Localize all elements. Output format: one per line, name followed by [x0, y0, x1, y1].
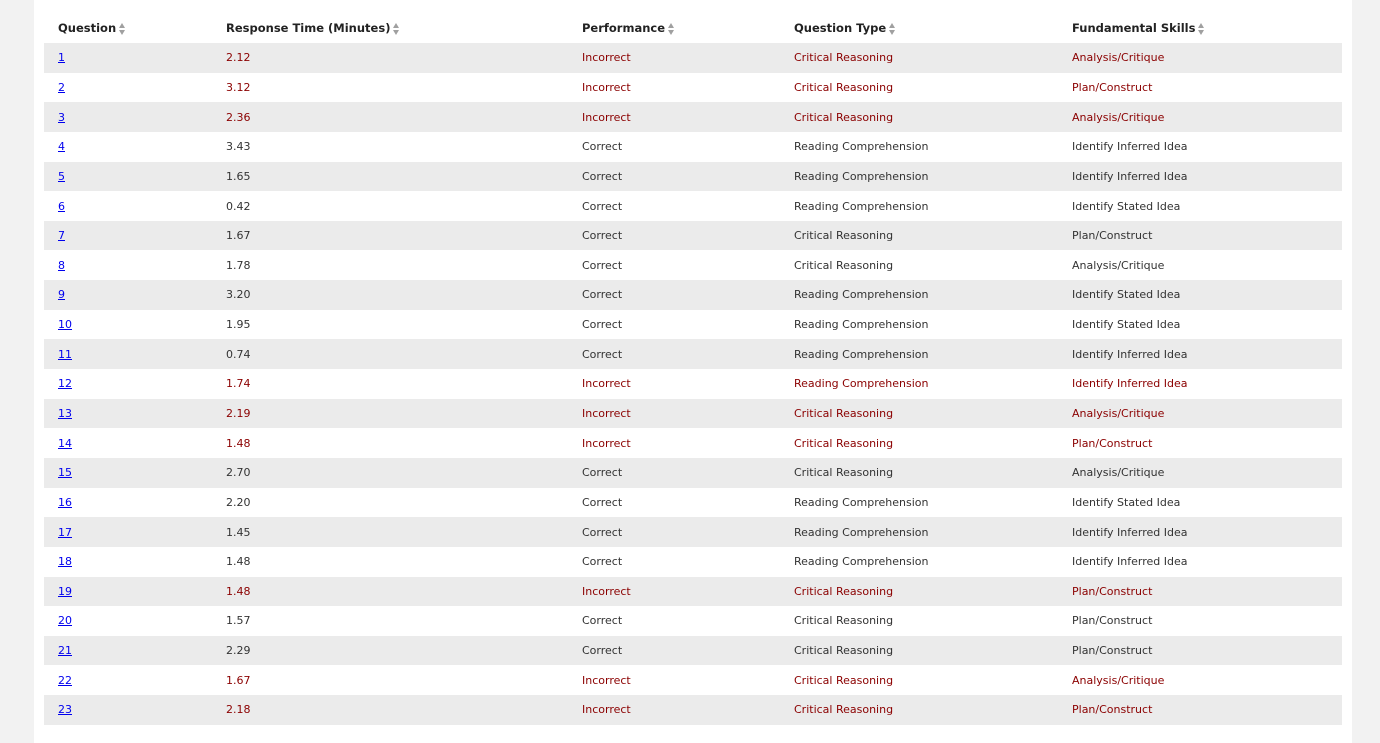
- table-row: [44, 458, 1342, 488]
- response-time-cell: 2.20: [212, 488, 568, 518]
- fundamental-skill-cell: Identify Stated Idea: [1058, 310, 1342, 340]
- question-link[interactable]: 23: [58, 703, 72, 717]
- performance-cell: Incorrect: [568, 43, 780, 73]
- table-row: [44, 102, 1342, 132]
- table-row: [44, 547, 1342, 577]
- fundamental-skill-cell: Plan/Construct: [1058, 606, 1342, 636]
- question-type-cell: Critical Reasoning: [780, 577, 1058, 607]
- question-cell: [44, 547, 212, 577]
- fundamental-skill-cell: Identify Inferred Idea: [1058, 517, 1342, 547]
- response-time-cell: 1.45: [212, 517, 568, 547]
- response-time-cell: 1.67: [212, 665, 568, 695]
- performance-cell: Incorrect: [568, 695, 780, 725]
- question-type-cell: Critical Reasoning: [780, 102, 1058, 132]
- question-cell: [44, 458, 212, 488]
- question-cell: [44, 577, 212, 607]
- performance-cell: Incorrect: [568, 73, 780, 103]
- question-link[interactable]: 8: [58, 258, 65, 272]
- performance-cell: Correct: [568, 162, 780, 192]
- question-cell: [44, 102, 212, 132]
- fundamental-skill-cell: Analysis/Critique: [1058, 665, 1342, 695]
- question-cell: [44, 43, 212, 73]
- response-time-cell: 0.42: [212, 191, 568, 221]
- table-row: [44, 73, 1342, 103]
- question-cell: [44, 310, 212, 340]
- response-time-cell: 1.74: [212, 369, 568, 399]
- table-row: [44, 488, 1342, 518]
- table-row: [44, 606, 1342, 636]
- question-link[interactable]: 19: [58, 584, 72, 598]
- response-time-cell: 1.48: [212, 577, 568, 607]
- question-link[interactable]: 7: [58, 229, 65, 243]
- question-cell: [44, 488, 212, 518]
- response-time-cell: 1.67: [212, 221, 568, 251]
- table-body: [44, 43, 1342, 725]
- response-time-cell: 3.43: [212, 132, 568, 162]
- question-type-cell: Reading Comprehension: [780, 310, 1058, 340]
- question-link[interactable]: 20: [58, 614, 72, 628]
- column-header-response-time[interactable]: [212, 13, 568, 43]
- question-cell: [44, 250, 212, 280]
- column-header-label: Performance: [582, 21, 666, 35]
- response-time-cell: 1.95: [212, 310, 568, 340]
- question-results-table: [44, 13, 1342, 725]
- question-link[interactable]: 16: [58, 495, 72, 509]
- fundamental-skill-cell: Analysis/Critique: [1058, 43, 1342, 73]
- column-header-question-type[interactable]: [780, 13, 1058, 43]
- question-type-cell: Critical Reasoning: [780, 665, 1058, 695]
- question-type-cell: Reading Comprehension: [780, 132, 1058, 162]
- response-time-cell: 1.78: [212, 250, 568, 280]
- question-type-cell: Critical Reasoning: [780, 399, 1058, 429]
- table-row: [44, 369, 1342, 399]
- question-link[interactable]: 21: [58, 644, 72, 658]
- performance-cell: Correct: [568, 606, 780, 636]
- response-time-cell: 2.29: [212, 636, 568, 666]
- table-row: [44, 310, 1342, 340]
- response-time-cell: 1.57: [212, 606, 568, 636]
- column-header-question[interactable]: [44, 13, 212, 43]
- question-link[interactable]: 3: [58, 110, 65, 124]
- question-type-cell: Reading Comprehension: [780, 369, 1058, 399]
- question-cell: [44, 162, 212, 192]
- question-link[interactable]: 14: [58, 436, 72, 450]
- question-link[interactable]: 5: [58, 169, 65, 183]
- table-row: [44, 636, 1342, 666]
- question-link[interactable]: 11: [58, 347, 72, 361]
- fundamental-skill-cell: Identify Inferred Idea: [1058, 132, 1342, 162]
- question-type-cell: Critical Reasoning: [780, 458, 1058, 488]
- question-link[interactable]: 1: [58, 51, 65, 65]
- question-link[interactable]: 13: [58, 407, 72, 420]
- question-type-cell: Reading Comprehension: [780, 339, 1058, 369]
- response-time-cell: 3.20: [212, 280, 568, 310]
- question-link[interactable]: 10: [58, 318, 72, 332]
- response-time-cell: 2.18: [212, 695, 568, 725]
- question-type-cell: Reading Comprehension: [780, 191, 1058, 221]
- question-cell: [44, 132, 212, 162]
- table-row: [44, 339, 1342, 369]
- response-time-cell: 2.36: [212, 102, 568, 132]
- question-cell: [44, 399, 212, 429]
- question-cell: [44, 695, 212, 725]
- response-time-cell: 1.65: [212, 162, 568, 192]
- question-link[interactable]: 12: [58, 377, 72, 391]
- question-type-cell: Reading Comprehension: [780, 162, 1058, 192]
- table-header-row: [44, 13, 1342, 43]
- question-cell: [44, 221, 212, 251]
- fundamental-skill-cell: Identify Inferred Idea: [1058, 162, 1342, 192]
- question-type-cell: Reading Comprehension: [780, 280, 1058, 310]
- question-cell: [44, 369, 212, 399]
- question-cell: [44, 191, 212, 221]
- response-time-cell: 1.48: [212, 547, 568, 577]
- table-row: [44, 43, 1342, 73]
- question-type-cell: Critical Reasoning: [780, 43, 1058, 73]
- column-header-fundamental-skills[interactable]: [1058, 13, 1342, 43]
- response-time-cell: 2.12: [212, 43, 568, 73]
- question-type-cell: Critical Reasoning: [780, 695, 1058, 725]
- question-type-cell: Critical Reasoning: [780, 250, 1058, 280]
- table-row: [44, 399, 1342, 429]
- sort-icon[interactable]: [889, 23, 895, 35]
- question-link[interactable]: 17: [58, 525, 72, 539]
- table-row: [44, 517, 1342, 547]
- fundamental-skill-cell: Plan/Construct: [1058, 577, 1342, 607]
- fundamental-skill-cell: Plan/Construct: [1058, 636, 1342, 666]
- question-cell: [44, 517, 212, 547]
- question-link[interactable]: 22: [58, 673, 72, 687]
- table-row: [44, 280, 1342, 310]
- question-link[interactable]: 6: [58, 199, 65, 213]
- question-link[interactable]: 18: [58, 555, 72, 569]
- table-row: [44, 162, 1342, 192]
- question-type-cell: Reading Comprehension: [780, 547, 1058, 577]
- fundamental-skill-cell: Plan/Construct: [1058, 221, 1342, 251]
- performance-cell: Correct: [568, 547, 780, 577]
- question-cell: [44, 280, 212, 310]
- performance-cell: Incorrect: [568, 428, 780, 458]
- fundamental-skill-cell: Plan/Construct: [1058, 428, 1342, 458]
- table-row: [44, 191, 1342, 221]
- question-type-cell: Critical Reasoning: [780, 606, 1058, 636]
- performance-cell: Correct: [568, 339, 780, 369]
- performance-cell: Correct: [568, 488, 780, 518]
- fundamental-skill-cell: Identify Stated Idea: [1058, 280, 1342, 310]
- question-type-cell: Reading Comprehension: [780, 517, 1058, 547]
- question-cell: [44, 339, 212, 369]
- fundamental-skill-cell: Identify Stated Idea: [1058, 191, 1342, 221]
- fundamental-skill-cell: Analysis/Critique: [1058, 458, 1342, 488]
- table-row: [44, 132, 1342, 162]
- sort-icon[interactable]: [393, 23, 399, 35]
- performance-cell: Correct: [568, 310, 780, 340]
- question-cell: [44, 428, 212, 458]
- fundamental-skill-cell: Plan/Construct: [1058, 695, 1342, 725]
- response-time-cell: 0.74: [212, 339, 568, 369]
- results-panel: [34, 0, 1352, 743]
- response-time-cell: 2.70: [212, 458, 568, 488]
- performance-cell: Correct: [568, 132, 780, 162]
- performance-cell: Incorrect: [568, 399, 780, 429]
- table-row: [44, 428, 1342, 458]
- column-header-label: Fundamental Skills: [1072, 21, 1196, 35]
- performance-cell: Incorrect: [568, 577, 780, 607]
- question-cell: [44, 665, 212, 695]
- table-row: [44, 250, 1342, 280]
- fundamental-skill-cell: Plan/Construct: [1058, 73, 1342, 103]
- question-type-cell: Critical Reasoning: [780, 428, 1058, 458]
- question-type-cell: Critical Reasoning: [780, 636, 1058, 666]
- table-row: [44, 221, 1342, 251]
- question-type-cell: Critical Reasoning: [780, 73, 1058, 103]
- response-time-cell: 3.12: [212, 73, 568, 103]
- table-row: [44, 695, 1342, 725]
- performance-cell: Correct: [568, 221, 780, 251]
- question-link[interactable]: 2: [58, 80, 65, 94]
- question-cell: [44, 606, 212, 636]
- question-link[interactable]: 9: [58, 288, 65, 302]
- table-row: [44, 665, 1342, 695]
- performance-cell: Correct: [568, 250, 780, 280]
- performance-cell: Incorrect: [568, 369, 780, 399]
- sort-icon[interactable]: [668, 23, 674, 35]
- performance-cell: Correct: [568, 191, 780, 221]
- performance-cell: Incorrect: [568, 665, 780, 695]
- fundamental-skill-cell: Identify Inferred Idea: [1058, 547, 1342, 577]
- performance-cell: Incorrect: [568, 102, 780, 132]
- column-header-label: Response Time (Minutes): [226, 21, 391, 35]
- sort-icon[interactable]: [1198, 23, 1204, 35]
- fundamental-skill-cell: Identify Inferred Idea: [1058, 339, 1342, 369]
- performance-cell: Correct: [568, 458, 780, 488]
- performance-cell: Correct: [568, 636, 780, 666]
- performance-cell: Correct: [568, 517, 780, 547]
- question-link[interactable]: 15: [58, 466, 72, 480]
- fundamental-skill-cell: Analysis/Critique: [1058, 250, 1342, 280]
- fundamental-skill-cell: Analysis/Critique: [1058, 102, 1342, 132]
- fundamental-skill-cell: Identify Inferred Idea: [1058, 369, 1342, 399]
- column-header-label: Question: [58, 21, 117, 35]
- question-type-cell: Critical Reasoning: [780, 221, 1058, 251]
- column-header-label: Question Type: [794, 21, 887, 35]
- response-time-cell: 1.48: [212, 428, 568, 458]
- question-type-cell: Reading Comprehension: [780, 488, 1058, 518]
- question-cell: [44, 73, 212, 103]
- question-cell: [44, 636, 212, 666]
- performance-cell: Correct: [568, 280, 780, 310]
- column-header-performance[interactable]: [568, 13, 780, 43]
- question-link[interactable]: 4: [58, 140, 65, 154]
- fundamental-skill-cell: Identify Stated Idea: [1058, 488, 1342, 518]
- sort-icon[interactable]: [119, 23, 125, 35]
- response-time-cell: 2.19: [212, 399, 568, 429]
- table-row: [44, 577, 1342, 607]
- fundamental-skill-cell: Analysis/Critique: [1058, 399, 1342, 429]
